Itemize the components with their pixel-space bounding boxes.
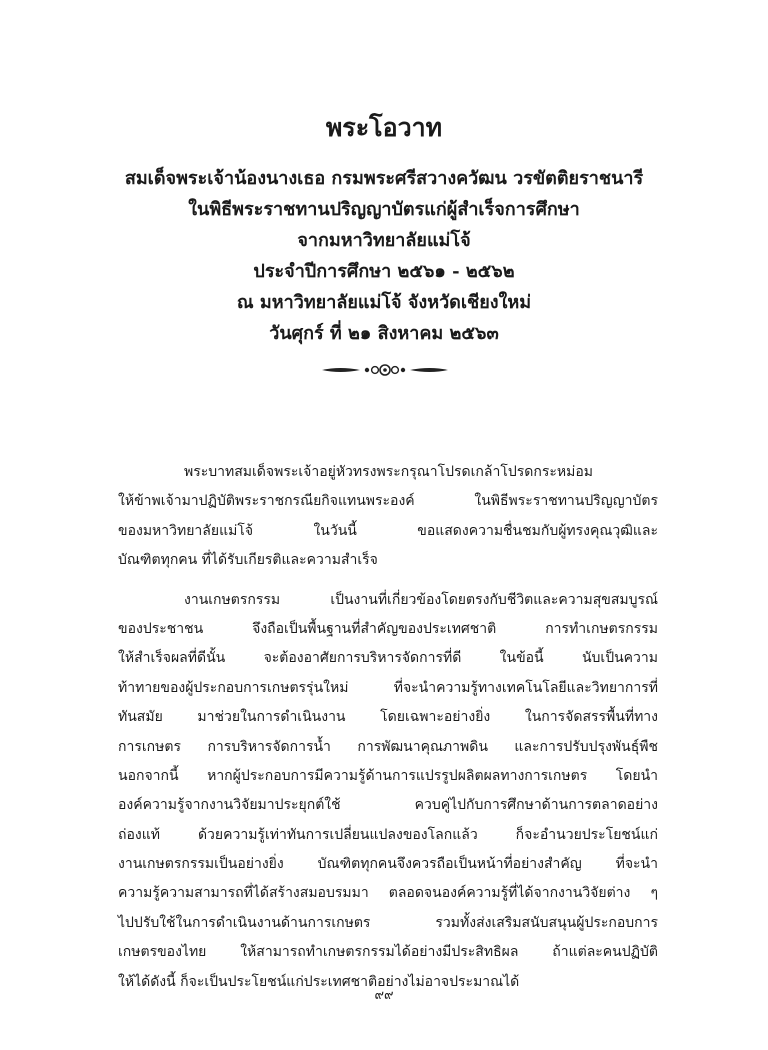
subtitle-line: สมเด็จพระเจ้าน้องนางเธอ กรมพระศรีสวางควัฒน วรขัตติยราชนารี	[124, 168, 644, 189]
subtitle-line: จากมหาวิทยาลัยแม่โจ้	[297, 230, 471, 251]
text-line: ทันสมัย มาช่วยในการดำเนินงาน โดยเฉพาะอย่างยิ่ง ในการจัดสรรพื้นที่ทาง	[118, 709, 658, 726]
text-line: องค์ความรู้จากงานวิจัยมาประยุกต์ใช้ ควบคู่ไปกับการศึกษาด้านการตลาดอย่าง	[118, 797, 658, 814]
text-line: ให้ข้าพเจ้ามาปฏิบัติพระราชกรณียกิจแทนพระองค์ ในพิธีพระราชทานปริญญาบัตร	[118, 493, 658, 510]
text-line: ให้ได้ดังนี้ ก็จะเป็นประโยชน์แก่ประเทศชาติอย่างไม่อาจประมาณได้	[118, 973, 520, 990]
page-title: พระโอวาท	[325, 113, 443, 142]
subtitle-line: ณ มหาวิทยาลัยแม่โจ้ จังหวัดเชียงใหม่	[236, 292, 532, 313]
text-line: ถ่องแท้ ด้วยความรู้เท่าทันการเปลี่ยนแปลงของโลกแล้ว ก็จะอำนวยประโยชน์แก่	[118, 826, 658, 843]
text-line: บัณฑิตทุกคน ที่ได้รับเกียรติและความสำเร็จ	[118, 552, 378, 569]
ornament-divider	[320, 362, 450, 378]
subtitle-line: ประจำปีการศึกษา ๒๕๖๑ - ๒๕๖๒	[253, 261, 515, 282]
subtitle-line: ในพิธีพระราชทานปริญญาบัตรแก่ผู้สำเร็จการศึกษา	[188, 199, 580, 220]
paragraph-1	[118, 458, 658, 576]
text-line: พระบาทสมเด็จพระเจ้าอยู่หัวทรงพระกรุณาโปรดเกล้าโปรดกระหม่อม	[184, 464, 593, 480]
text-line: ให้สำเร็จผลที่ดีนั้น จะต้องอาศัยการบริหารจัดการที่ดี ในข้อนี้ นับเป็นความ	[118, 650, 658, 667]
subtitle-line: วันศุกร์ ที่ ๒๑ สิงหาคม ๒๕๖๓	[269, 323, 499, 344]
text-line: เกษตรของไทย ให้สามารถทำเกษตรกรรมได้อย่างมีประสิทธิผล ถ้าแต่ละคนปฏิบัติ	[118, 944, 658, 961]
page-number: ๙๙	[374, 988, 394, 1003]
text-line: ความรู้ความสามารถที่ได้สร้างสมอบรมมา ตลอดจนองค์ความรู้ที่ได้จากงานวิจัยต่าง ๆ	[118, 885, 658, 902]
body-text	[118, 458, 658, 1007]
subtitle-block	[0, 163, 768, 349]
paragraph-2	[118, 586, 658, 997]
text-line: ของมหาวิทยาลัยแม่โจ้ ในวันนี้ ขอแสดงความชื่นชมกับผู้ทรงคุณวุฒิและ	[118, 522, 658, 539]
text-line: การเกษตร การบริหารจัดการน้ำ การพัฒนาคุณภาพดิน และการปรับปรุงพันธุ์พืช	[118, 738, 658, 755]
text-line: ของประชาชน จึงถือเป็นพื้นฐานที่สำคัญของประเทศชาติ การทำเกษตรกรรม	[118, 620, 658, 637]
text-line: นอกจากนี้ หากผู้ประกอบการมีความรู้ด้านการแปรรูปผลิตผลทางการเกษตร โดยนำ	[118, 767, 658, 784]
text-line: ไปปรับใช้ในการดำเนินงานด้านการเกษตร รวมทั้งส่งเสริมสนับสนุนผู้ประกอบการ	[118, 914, 658, 931]
text-line: งานเกษตรกรรม เป็นงานที่เกี่ยวข้องโดยตรงกับชีวิตและความสุขสมบูรณ์	[184, 591, 658, 608]
text-line: งานเกษตรกรรมเป็นอย่างยิ่ง บัณฑิตทุกคนจึงควรถือเป็นหน้าที่อย่างสำคัญ ที่จะนำ	[118, 856, 658, 873]
text-line: ท้าทายของผู้ประกอบการเกษตรรุ่นใหม่ ที่จะนำความรู้ทางเทคโนโลยีและวิทยาการที่	[118, 679, 658, 696]
